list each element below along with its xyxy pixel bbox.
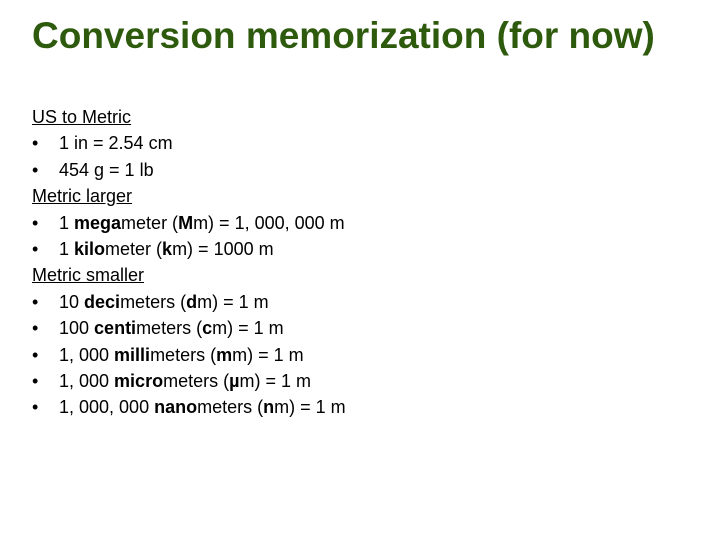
prefix-bold: milli <box>114 344 151 365</box>
bullet-icon: • <box>32 133 39 154</box>
list-item <box>32 315 692 341</box>
abbr-bold: k <box>162 239 173 260</box>
abbr-bold: c <box>202 318 213 339</box>
abbr-bold: d <box>186 291 198 312</box>
list-item <box>32 394 692 420</box>
prefix-bold: mega <box>74 212 122 233</box>
prefix-bold: centi <box>94 318 137 339</box>
abbr-bold: m <box>216 344 233 365</box>
list-item-text: 10 decimeters (dm) = 1 m <box>59 291 269 312</box>
abbr-bold: µ <box>229 371 240 392</box>
list-item <box>32 289 692 315</box>
prefix-bold: micro <box>114 371 164 392</box>
list-item-text: 1 in = 2.54 cm <box>59 133 173 154</box>
list-item <box>32 157 692 183</box>
prefix-bold: kilo <box>74 239 106 260</box>
bullet-icon: • <box>32 371 39 392</box>
list-item <box>32 342 692 368</box>
section-heading-us-to-metric: US to Metric <box>32 107 132 127</box>
list-item-text: 1 kilometer (km) = 1000 m <box>59 239 274 260</box>
abbr-bold: M <box>178 212 194 233</box>
bullet-icon: • <box>32 318 39 339</box>
section-heading-metric-larger: Metric larger <box>32 186 133 207</box>
bullet-icon: • <box>32 159 39 180</box>
list-item <box>32 368 692 394</box>
list-item <box>32 130 692 156</box>
bullet-icon: • <box>32 239 39 260</box>
bullet-icon: • <box>32 344 39 365</box>
list-item-text: 1, 000 millimeters (mm) = 1 m <box>59 344 304 365</box>
slide-content <box>32 104 692 421</box>
list-item-text: 1 megameter (Mm) = 1, 000, 000 m <box>59 212 345 233</box>
bullet-icon: • <box>32 397 39 418</box>
prefix-bold: deci <box>84 291 121 312</box>
abbr-bold: n <box>263 397 275 418</box>
list-item <box>32 236 692 262</box>
slide-title: Conversion memorization (for now) <box>32 15 655 56</box>
bullet-icon: • <box>32 291 39 312</box>
list-item-text: 454 g = 1 lb <box>59 159 154 180</box>
list-item-text: 100 centimeters (cm) = 1 m <box>59 318 284 339</box>
list-item-text: 1, 000, 000 nanometers (nm) = 1 m <box>59 397 346 418</box>
prefix-bold: nano <box>154 397 198 418</box>
list-item <box>32 210 692 236</box>
section-heading-metric-smaller: Metric smaller <box>32 265 145 286</box>
list-item-text: 1, 000 micrometers (µm) = 1 m <box>59 371 311 392</box>
bullet-icon: • <box>32 212 39 233</box>
